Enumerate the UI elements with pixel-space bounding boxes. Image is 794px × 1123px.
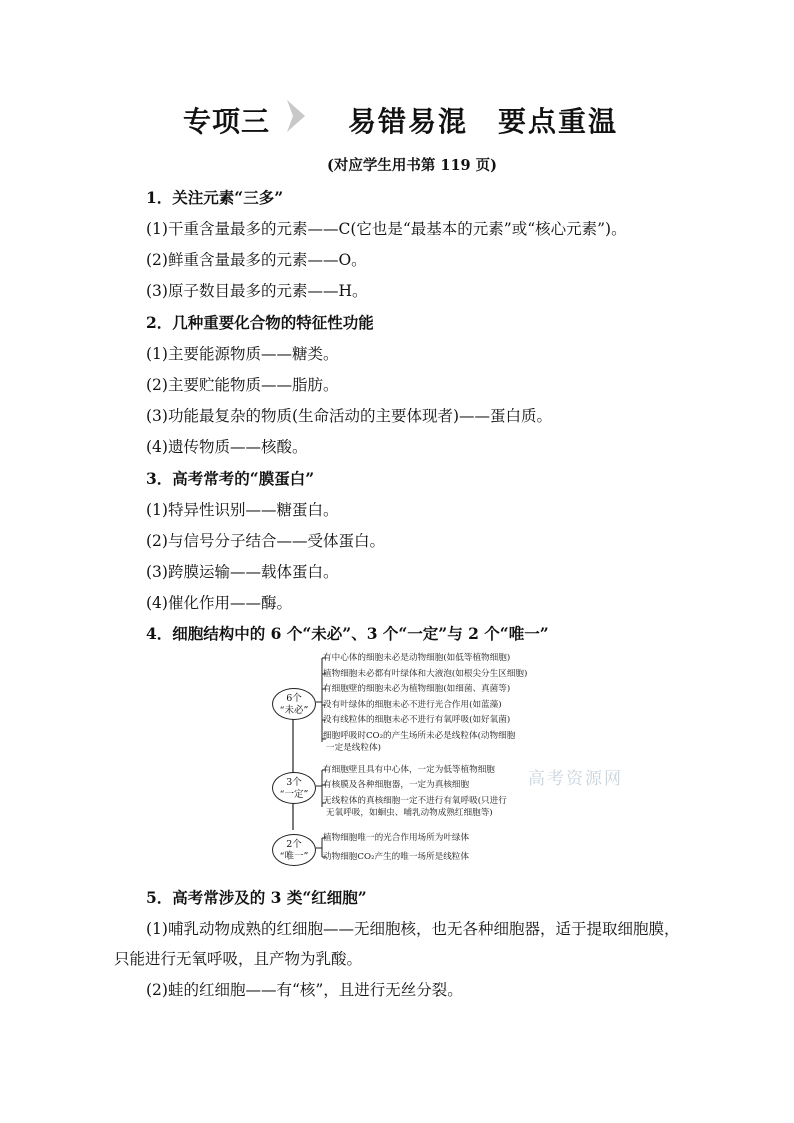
paragraph-line: (2)蛙的红细胞——有“核”，且进行无丝分裂。 — [146, 981, 463, 999]
list-item: (2)与信号分子结合——受体蛋白。 — [146, 532, 385, 550]
page-title-left: 专项三 — [183, 105, 271, 138]
diagram-item: 没有叶绿体的细胞未必不进行光合作用(如蓝藻) — [323, 700, 502, 710]
section-heading: 3．高考常考的“膜蛋白” — [146, 469, 315, 488]
list-item: (3)跨膜运输——载体蛋白。 — [146, 563, 339, 581]
diagram-item: 有核膜及各种细胞器，一定为真核细胞 — [323, 780, 470, 790]
list-item: (1)主要能源物质——糖类。 — [146, 345, 339, 363]
diagram-item: 无线粒体的真核细胞一定不进行有氧呼吸(只进行 — [323, 796, 507, 806]
list-item: (1)干重含量最多的元素——C(它也是“最基本的元素”或“核心元素”)。 — [146, 220, 627, 238]
section-heading: 2．几种重要化合物的特征性功能 — [146, 313, 374, 332]
group-label-3-yiding: 3个 “一定” — [272, 772, 316, 804]
group-label-2-weiyi: 2个 “唯一” — [272, 834, 316, 866]
diagram-item: 有中心体的细胞未必是动物细胞(如低等植物细胞) — [323, 653, 511, 663]
page-title-right: 易错易混 要点重温 — [348, 105, 619, 138]
watermark: 高考资源网 — [528, 769, 623, 789]
diagram-item: 有细胞壁且具有中心体，一定为低等植物细胞 — [323, 765, 495, 775]
section-heading: 5．高考常涉及的 3 类“红细胞” — [146, 888, 367, 907]
section-heading: 4．细胞结构中的 6 个“未必”、3 个“一定”与 2 个“唯一” — [146, 624, 549, 643]
diagram-item: 无氧呼吸，如蛔虫、哺乳动物成熟红细胞等) — [326, 808, 493, 818]
diagram-item: 没有线粒体的细胞未必不进行有氧呼吸(如好氧菌) — [323, 715, 511, 725]
chevron-right-icon — [284, 98, 308, 134]
diagram-item: 动物细胞CO₂产生的唯一场所是线粒体 — [323, 852, 469, 862]
list-item: (2)主要贮能物质——脂肪。 — [146, 376, 339, 394]
list-item: (4)催化作用——酶。 — [146, 594, 292, 612]
cell-structure-diagram — [270, 650, 600, 870]
diagram-item: 植物细胞未必都有叶绿体和大液泡(如根尖分生区细胞) — [323, 669, 528, 679]
list-item: (3)功能最复杂的物质(生命活动的主要体现者)——蛋白质。 — [146, 407, 553, 425]
title-row — [0, 96, 794, 140]
section-heading: 1．关注元素“三多” — [146, 188, 284, 207]
list-item: (1)特异性识别——糖蛋白。 — [146, 501, 339, 519]
paragraph-line: (1)哺乳动物成熟的红细胞——无细胞核，也无各种细胞器，适于提取细胞膜， — [146, 920, 680, 938]
diagram-item: 植物细胞唯一的光合作用场所为叶绿体 — [323, 833, 470, 843]
list-item: (3)原子数目最多的元素——H。 — [146, 282, 368, 300]
list-item: (4)遗传物质——核酸。 — [146, 438, 308, 456]
group-label-6-weibi: 6个 “未必” — [272, 688, 316, 720]
page-subtitle: (对应学生用书第 119 页) — [326, 157, 498, 174]
diagram-item: 细胞呼吸时CO₂的产生场所未必是线粒体(动物细胞 — [323, 731, 516, 741]
diagram-item: 有细胞壁的细胞未必为植物细胞(如细菌、真菌等) — [323, 684, 511, 694]
diagram-item: 一定是线粒体) — [326, 743, 381, 753]
paragraph-line: 只能进行无氧呼吸，且产物为乳酸。 — [114, 950, 363, 968]
list-item: (2)鲜重含量最多的元素——O。 — [146, 251, 367, 269]
